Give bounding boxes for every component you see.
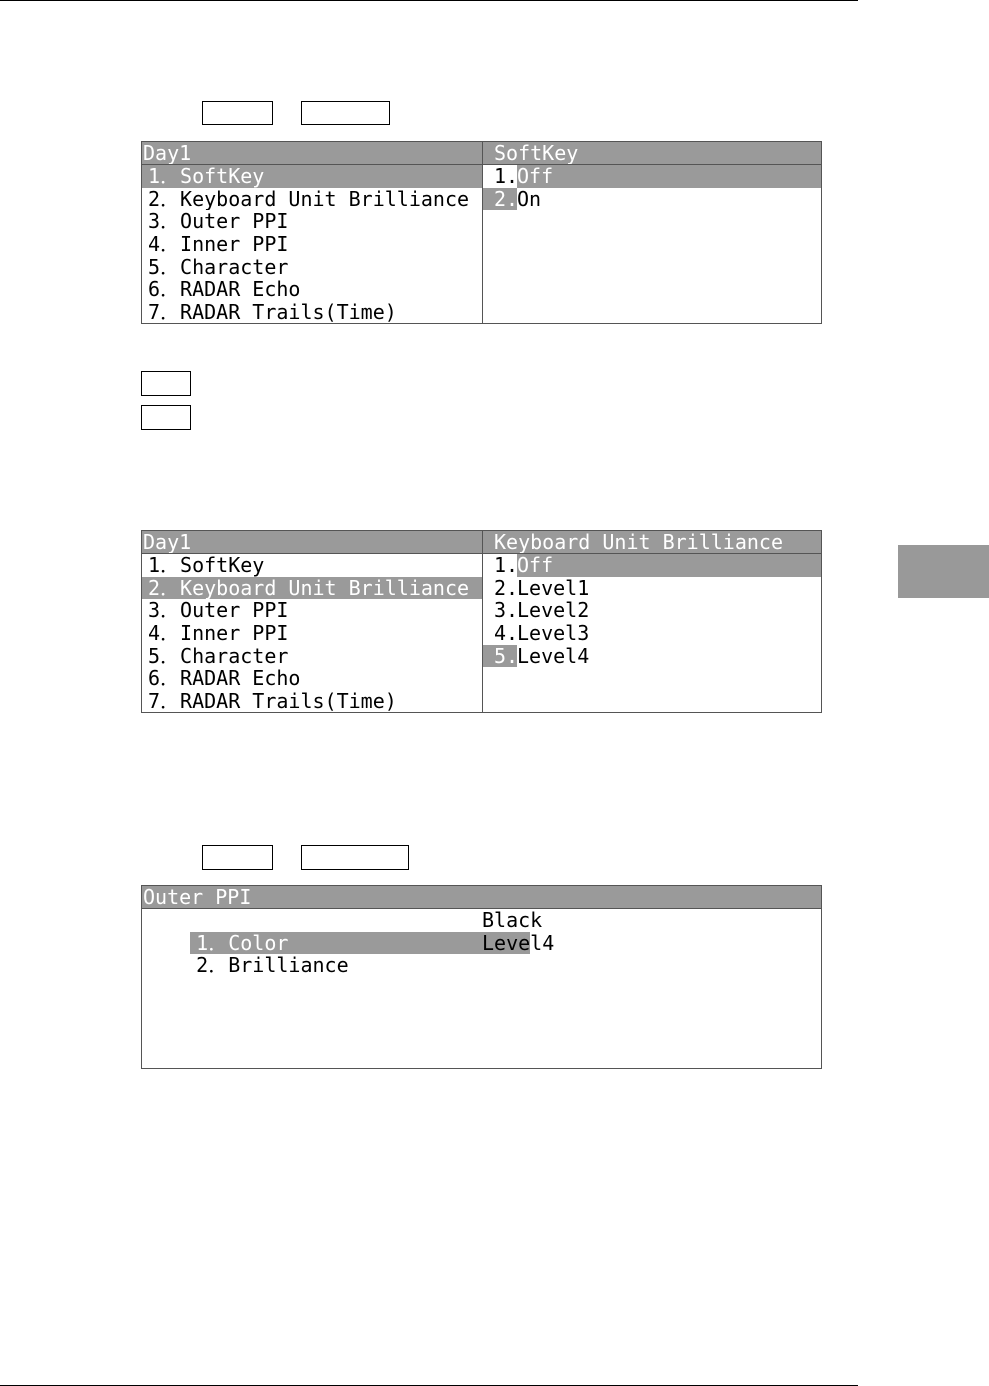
menu-list	[142, 142, 482, 323]
key-box-3[interactable]	[141, 371, 191, 396]
option-label: Level1	[517, 575, 590, 600]
top-rule	[0, 0, 858, 1]
option-label: Level2	[517, 598, 590, 623]
options-list	[482, 142, 821, 323]
option-number: 1.	[483, 165, 517, 188]
menu-item-radar-trails[interactable]: 7．RADAR Trails(Time)	[148, 690, 397, 713]
setting-value: Black	[482, 908, 543, 932]
menu-list	[142, 531, 482, 712]
menu-item-keyboard-brilliance[interactable]: 2．Keyboard Unit Brilliance	[142, 577, 482, 600]
menu-item-radar-echo[interactable]: 6．RADAR Echo	[148, 278, 301, 302]
options-list	[482, 531, 821, 712]
option-level1[interactable]	[483, 577, 821, 600]
menu-item-radar-echo[interactable]: 6．RADAR Echo	[148, 667, 301, 691]
menu-title: Day1	[142, 142, 482, 165]
key-box-4[interactable]	[141, 405, 191, 430]
menu-item-outer-ppi[interactable]: 3．Outer PPI	[148, 210, 289, 234]
option-level4[interactable]	[483, 645, 821, 668]
option-label: Off	[517, 164, 554, 188]
option-number: 2.	[494, 575, 519, 600]
setting-row-brilliance[interactable]	[142, 930, 821, 978]
option-number: 3.	[494, 598, 519, 623]
panel-title: Outer PPI	[142, 886, 821, 909]
menu-panel-outer-ppi	[141, 885, 822, 1069]
option-number: 4.	[494, 621, 519, 646]
option-label: Level3	[517, 621, 590, 646]
menu-title: Day1	[142, 531, 482, 554]
option-number: 1.	[483, 554, 517, 577]
menu-item-radar-trails[interactable]: 7．RADAR Trails(Time)	[148, 301, 397, 324]
menu-item-inner-ppi[interactable]: 4．Inner PPI	[148, 233, 289, 256]
option-label: On	[517, 186, 542, 211]
key-box-1[interactable]	[202, 101, 273, 125]
key-box-6[interactable]	[301, 845, 409, 870]
menu-item-outer-ppi[interactable]: 3．Outer PPI	[148, 599, 289, 623]
options-title: SoftKey	[483, 142, 821, 165]
menu-item-inner-ppi[interactable]: 4．Inner PPI	[148, 622, 289, 645]
option-number: 5.	[483, 645, 517, 668]
option-level2[interactable]	[483, 599, 821, 622]
setting-value: Level4	[482, 930, 555, 955]
key-box-5[interactable]	[202, 845, 273, 870]
menu-item-softkey[interactable]: 1．SoftKey	[148, 554, 265, 577]
option-label: Off	[517, 553, 554, 577]
key-box-2[interactable]	[301, 101, 390, 125]
menu-item-character[interactable]: 5．Character	[148, 644, 289, 668]
option-off[interactable]	[483, 165, 821, 188]
setting-label: 1．Color	[190, 932, 530, 955]
menu-panel-keyboard-brilliance	[141, 530, 822, 713]
menu-item-softkey[interactable]: 1．SoftKey	[142, 165, 482, 188]
setting-label: 2．Brilliance	[196, 953, 349, 978]
thumb-index-tab	[898, 545, 989, 598]
menu-item-character[interactable]: 5．Character	[148, 255, 289, 279]
option-number: 2.	[483, 188, 517, 211]
option-level3[interactable]	[483, 622, 821, 645]
options-title: Keyboard Unit Brilliance	[483, 531, 821, 554]
option-on[interactable]	[483, 188, 821, 211]
menu-item-keyboard-brilliance[interactable]: 2．Keyboard Unit Brilliance	[148, 187, 470, 211]
option-label: Level4	[517, 643, 590, 668]
option-off[interactable]	[483, 554, 821, 577]
menu-panel-softkey	[141, 141, 822, 324]
